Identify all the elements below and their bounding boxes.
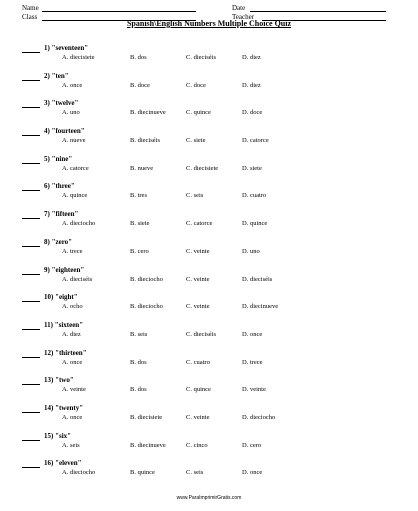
option-d: D. catorce (242, 137, 269, 145)
date-label: Date (232, 4, 246, 12)
question-row (0, 127, 418, 155)
question-text (44, 155, 72, 164)
question-word: "eighteen" (51, 265, 85, 274)
answer-blank[interactable] (22, 44, 40, 53)
option-b: B. cero (130, 247, 149, 255)
question-text (44, 182, 75, 191)
answer-blank[interactable] (22, 155, 40, 164)
option-a: A. dieciocho (62, 469, 96, 477)
date-line (250, 11, 386, 12)
option-c: C. quince (186, 386, 211, 394)
option-d: D. doce (242, 109, 263, 117)
question-number: 13) (44, 376, 54, 385)
answer-blank[interactable] (22, 293, 40, 302)
question-word: "nine" (51, 154, 73, 163)
question-number: 16) (44, 459, 54, 468)
answer-blank[interactable] (22, 459, 40, 468)
option-a: A. nueve (62, 137, 86, 145)
option-a: A. dieciocho (62, 220, 96, 228)
question-word: "seventeen" (51, 44, 89, 52)
question-row (0, 155, 418, 183)
option-b: B. tres (130, 192, 147, 200)
option-b: B. seis (130, 330, 148, 338)
question-text (44, 266, 84, 275)
answer-blank[interactable] (22, 266, 40, 275)
option-c: C. catorce (186, 220, 213, 228)
option-c: C. doce (186, 81, 206, 89)
option-c: C. veinte (186, 303, 210, 311)
question-row (0, 182, 418, 210)
option-c: C. veinte (186, 275, 210, 283)
option-b: B. quince (130, 469, 155, 477)
option-d: D. diez (242, 54, 261, 61)
option-d: D. uno (242, 247, 260, 255)
option-c: C. veinte (186, 413, 210, 421)
question-word: "twelve" (51, 99, 79, 108)
option-a: A. once (62, 413, 83, 421)
question-text (44, 127, 85, 136)
option-d: D. once (242, 469, 263, 477)
option-d: D. veinte (242, 386, 266, 394)
question-text (44, 404, 83, 413)
question-row (0, 349, 418, 377)
question-row (0, 72, 418, 100)
option-b: B. dos (130, 386, 147, 394)
option-a: A. veinte (62, 386, 86, 394)
class-label: Class (22, 13, 38, 21)
answer-blank[interactable] (22, 321, 40, 330)
option-d: D. dieciocho (242, 413, 276, 421)
option-b: B. diecinueve (130, 441, 166, 449)
question-row (0, 321, 418, 349)
question-row (0, 376, 418, 404)
name-line (42, 11, 196, 12)
option-b: B. doce (130, 81, 150, 89)
question-word: "thirteen" (55, 348, 87, 357)
question-number: 3) (44, 99, 50, 108)
question-row (0, 210, 418, 238)
question-number: 8) (44, 237, 50, 246)
teacher-label: Teacher (232, 13, 255, 21)
question-row (0, 99, 418, 127)
option-d: D. diez (242, 81, 261, 89)
option-c: C. seis (186, 469, 204, 477)
option-d: D. dieciséis (242, 275, 273, 283)
question-text (44, 210, 78, 219)
question-text (44, 349, 87, 358)
option-d: D. siete (242, 164, 262, 172)
question-row (0, 459, 418, 487)
option-a: A. once (62, 81, 83, 89)
option-d: D. diecinueve (242, 303, 279, 311)
question-text (44, 44, 88, 53)
option-c: C. diecisiete (186, 164, 219, 172)
name-label: Name (22, 4, 39, 12)
question-row (0, 293, 418, 321)
question-text (44, 459, 82, 468)
answer-blank[interactable] (22, 349, 40, 358)
question-word: "sixteen" (54, 320, 84, 329)
option-c: C. veinte (186, 247, 210, 255)
question-number: 7) (44, 210, 50, 219)
question-word: "ten" (51, 71, 69, 80)
answer-blank[interactable] (22, 99, 40, 108)
option-a: A. trece (62, 247, 83, 255)
question-list (0, 44, 418, 487)
option-a: A. dieciséis (62, 275, 93, 283)
option-b: B. siete (130, 220, 150, 228)
question-word: "eight" (55, 293, 78, 302)
question-text (44, 321, 83, 330)
option-b: B. nueve (130, 164, 154, 172)
question-word: "six" (55, 431, 72, 440)
option-c: C. quince (186, 109, 211, 117)
option-a: A. uno (62, 109, 80, 117)
question-number: 12) (44, 348, 54, 357)
answer-blank[interactable] (22, 404, 40, 413)
question-word: "fifteen" (51, 210, 79, 219)
question-text (44, 432, 71, 441)
question-word: "eleven" (55, 459, 82, 468)
option-b: B. dieciocho (130, 275, 163, 283)
option-d: D. cuatro (242, 192, 267, 200)
option-b: B. dos (130, 54, 147, 61)
answer-blank[interactable] (22, 238, 40, 247)
question-number: 15) (44, 431, 54, 440)
option-a: A. diecisiete (62, 54, 95, 61)
question-number: 11) (44, 320, 53, 329)
question-word: "zero" (51, 237, 73, 246)
question-row (0, 266, 418, 294)
answer-blank[interactable] (22, 210, 40, 219)
question-number: 10) (44, 293, 54, 302)
question-word: "three" (51, 182, 75, 191)
option-d: D. cero (242, 441, 262, 449)
question-word: "fourteen" (51, 127, 85, 136)
option-a: A. seis (62, 441, 80, 449)
option-c: C. siete (186, 137, 206, 145)
question-text (44, 293, 78, 302)
option-a: A. quince (62, 192, 88, 200)
question-row (0, 44, 418, 72)
option-b: B. dos (130, 358, 147, 366)
question-number: 9) (44, 265, 50, 274)
option-c: C. cinco (186, 441, 208, 449)
question-text (44, 72, 69, 81)
question-number: 6) (44, 182, 50, 191)
option-d: D. once (242, 330, 263, 338)
footer-website: www.ParaImprimirGratis.com (176, 495, 242, 501)
question-word: "twenty" (55, 403, 84, 412)
question-text (44, 376, 74, 385)
option-b: B. dieciocho (130, 303, 163, 311)
option-d: D. quince (242, 220, 268, 228)
question-row (0, 432, 418, 460)
option-a: A. ocho (62, 303, 83, 311)
option-b: B. diecinueve (130, 109, 166, 117)
question-word: "two" (55, 376, 74, 385)
answer-blank[interactable] (22, 376, 40, 385)
option-a: A. once (62, 358, 83, 366)
answer-blank[interactable] (22, 72, 40, 81)
option-b: B. dieciséis (130, 137, 160, 145)
question-row (0, 404, 418, 432)
option-b: B. diecisiete (130, 413, 163, 421)
option-a: A. catorce (62, 164, 89, 172)
option-c: C. seis (186, 192, 204, 200)
answer-blank[interactable] (22, 127, 40, 136)
option-a: A. diez (62, 330, 81, 338)
option-c: C. cuatro (186, 358, 210, 366)
question-number: 4) (44, 127, 50, 136)
question-text (44, 238, 72, 247)
question-number: 5) (44, 154, 50, 163)
option-c: C. dieciséis (186, 54, 216, 61)
option-c: C. dieciséis (186, 330, 216, 338)
answer-blank[interactable] (22, 432, 40, 441)
quiz-title: Spanish\English Numbers Multiple Choice Quiz (126, 19, 292, 28)
question-number: 14) (44, 403, 54, 412)
answer-blank[interactable] (22, 182, 40, 191)
option-d: D. trece (242, 358, 263, 366)
question-number: 1) (44, 44, 50, 52)
question-number: 2) (44, 71, 50, 80)
question-row (0, 238, 418, 266)
question-text (44, 99, 78, 108)
